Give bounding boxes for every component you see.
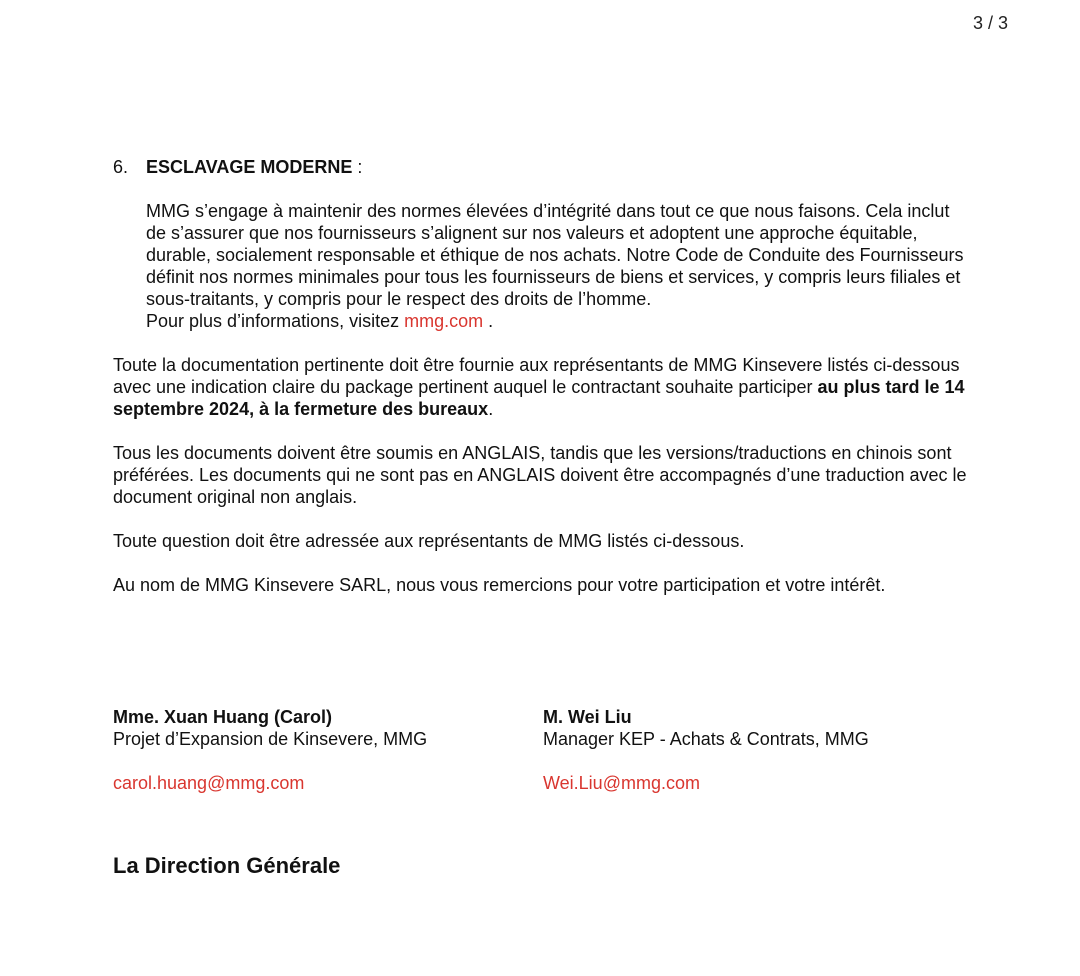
section-title-suffix: : (352, 157, 363, 177)
documentation-paragraph (113, 354, 973, 420)
page-counter: 3 / 3 (972, 13, 1008, 33)
more-info-prefix: Pour plus d’informations, visitez (146, 311, 405, 331)
documentation-deadline: au plus tard le 14 septembre 2024, à la fermeture des bureaux (113, 377, 965, 419)
signature-block (113, 706, 973, 794)
more-info-suffix: . (483, 311, 494, 331)
contact-name: Mme. Xuan Huang (Carol) (113, 707, 333, 727)
section-title-wrap (146, 156, 362, 178)
document-body (113, 156, 973, 596)
contact-role: Projet d’Expansion de Kinsevere, MMG (113, 729, 428, 749)
section-title: ESCLAVAGE MODERNE (146, 157, 353, 177)
more-info-line (146, 310, 973, 332)
questions-paragraph: Toute question doit être adressée aux représentants de MMG listés ci-dessous. (113, 531, 745, 551)
contact-email-link[interactable]: Wei.Liu@mmg.com (543, 773, 700, 793)
signoff-heading: La Direction Générale (113, 853, 341, 878)
contact-role: Manager KEP - Achats & Contrats, MMG (543, 729, 869, 749)
contact-name: M. Wei Liu (543, 707, 632, 727)
contact-wei (543, 706, 973, 794)
section-6-body (146, 200, 973, 332)
thanks-paragraph: Au nom de MMG Kinsevere SARL, nous vous remercions pour votre participation et votre intérêt. (113, 575, 886, 595)
modern-slavery-paragraph: MMG s’engage à maintenir des normes élevées d’intégrité dans tout ce que nous faisons. Cela inclut de s’assurer que nos fournisseurs s’alignent sur nos valeurs et adoptent une approche équitable, durable, socialement responsable et éthique de nos achats. Notre Code de Conduite des Fournisseurs définit nos normes minimales pour tous les fournisseurs de biens et services, y compris leurs filiales et sous-traitants, y compris pour le respect des droits de l’homme. (146, 201, 964, 309)
documentation-end: . (488, 399, 494, 419)
section-number: 6. (113, 157, 129, 177)
contact-email-link[interactable]: carol.huang@mmg.com (113, 773, 305, 793)
section-6-heading (113, 156, 973, 178)
documentation-text: Toute la documentation pertinente doit être fournie aux représentants de MMG Kinsevere listés ci-dessous avec une indication claire du package pertinent auquel le contractant souhaite participer (113, 355, 960, 397)
language-paragraph: Tous les documents doivent être soumis en ANGLAIS, tandis que les versions/traductions en chinois sont préférées. Les documents qui ne sont pas en ANGLAIS doivent être accompagnés d’une traduction avec le document original non anglais. (113, 443, 967, 507)
mmg-website-link[interactable]: mmg.com (404, 311, 484, 331)
contact-carol (113, 706, 543, 794)
